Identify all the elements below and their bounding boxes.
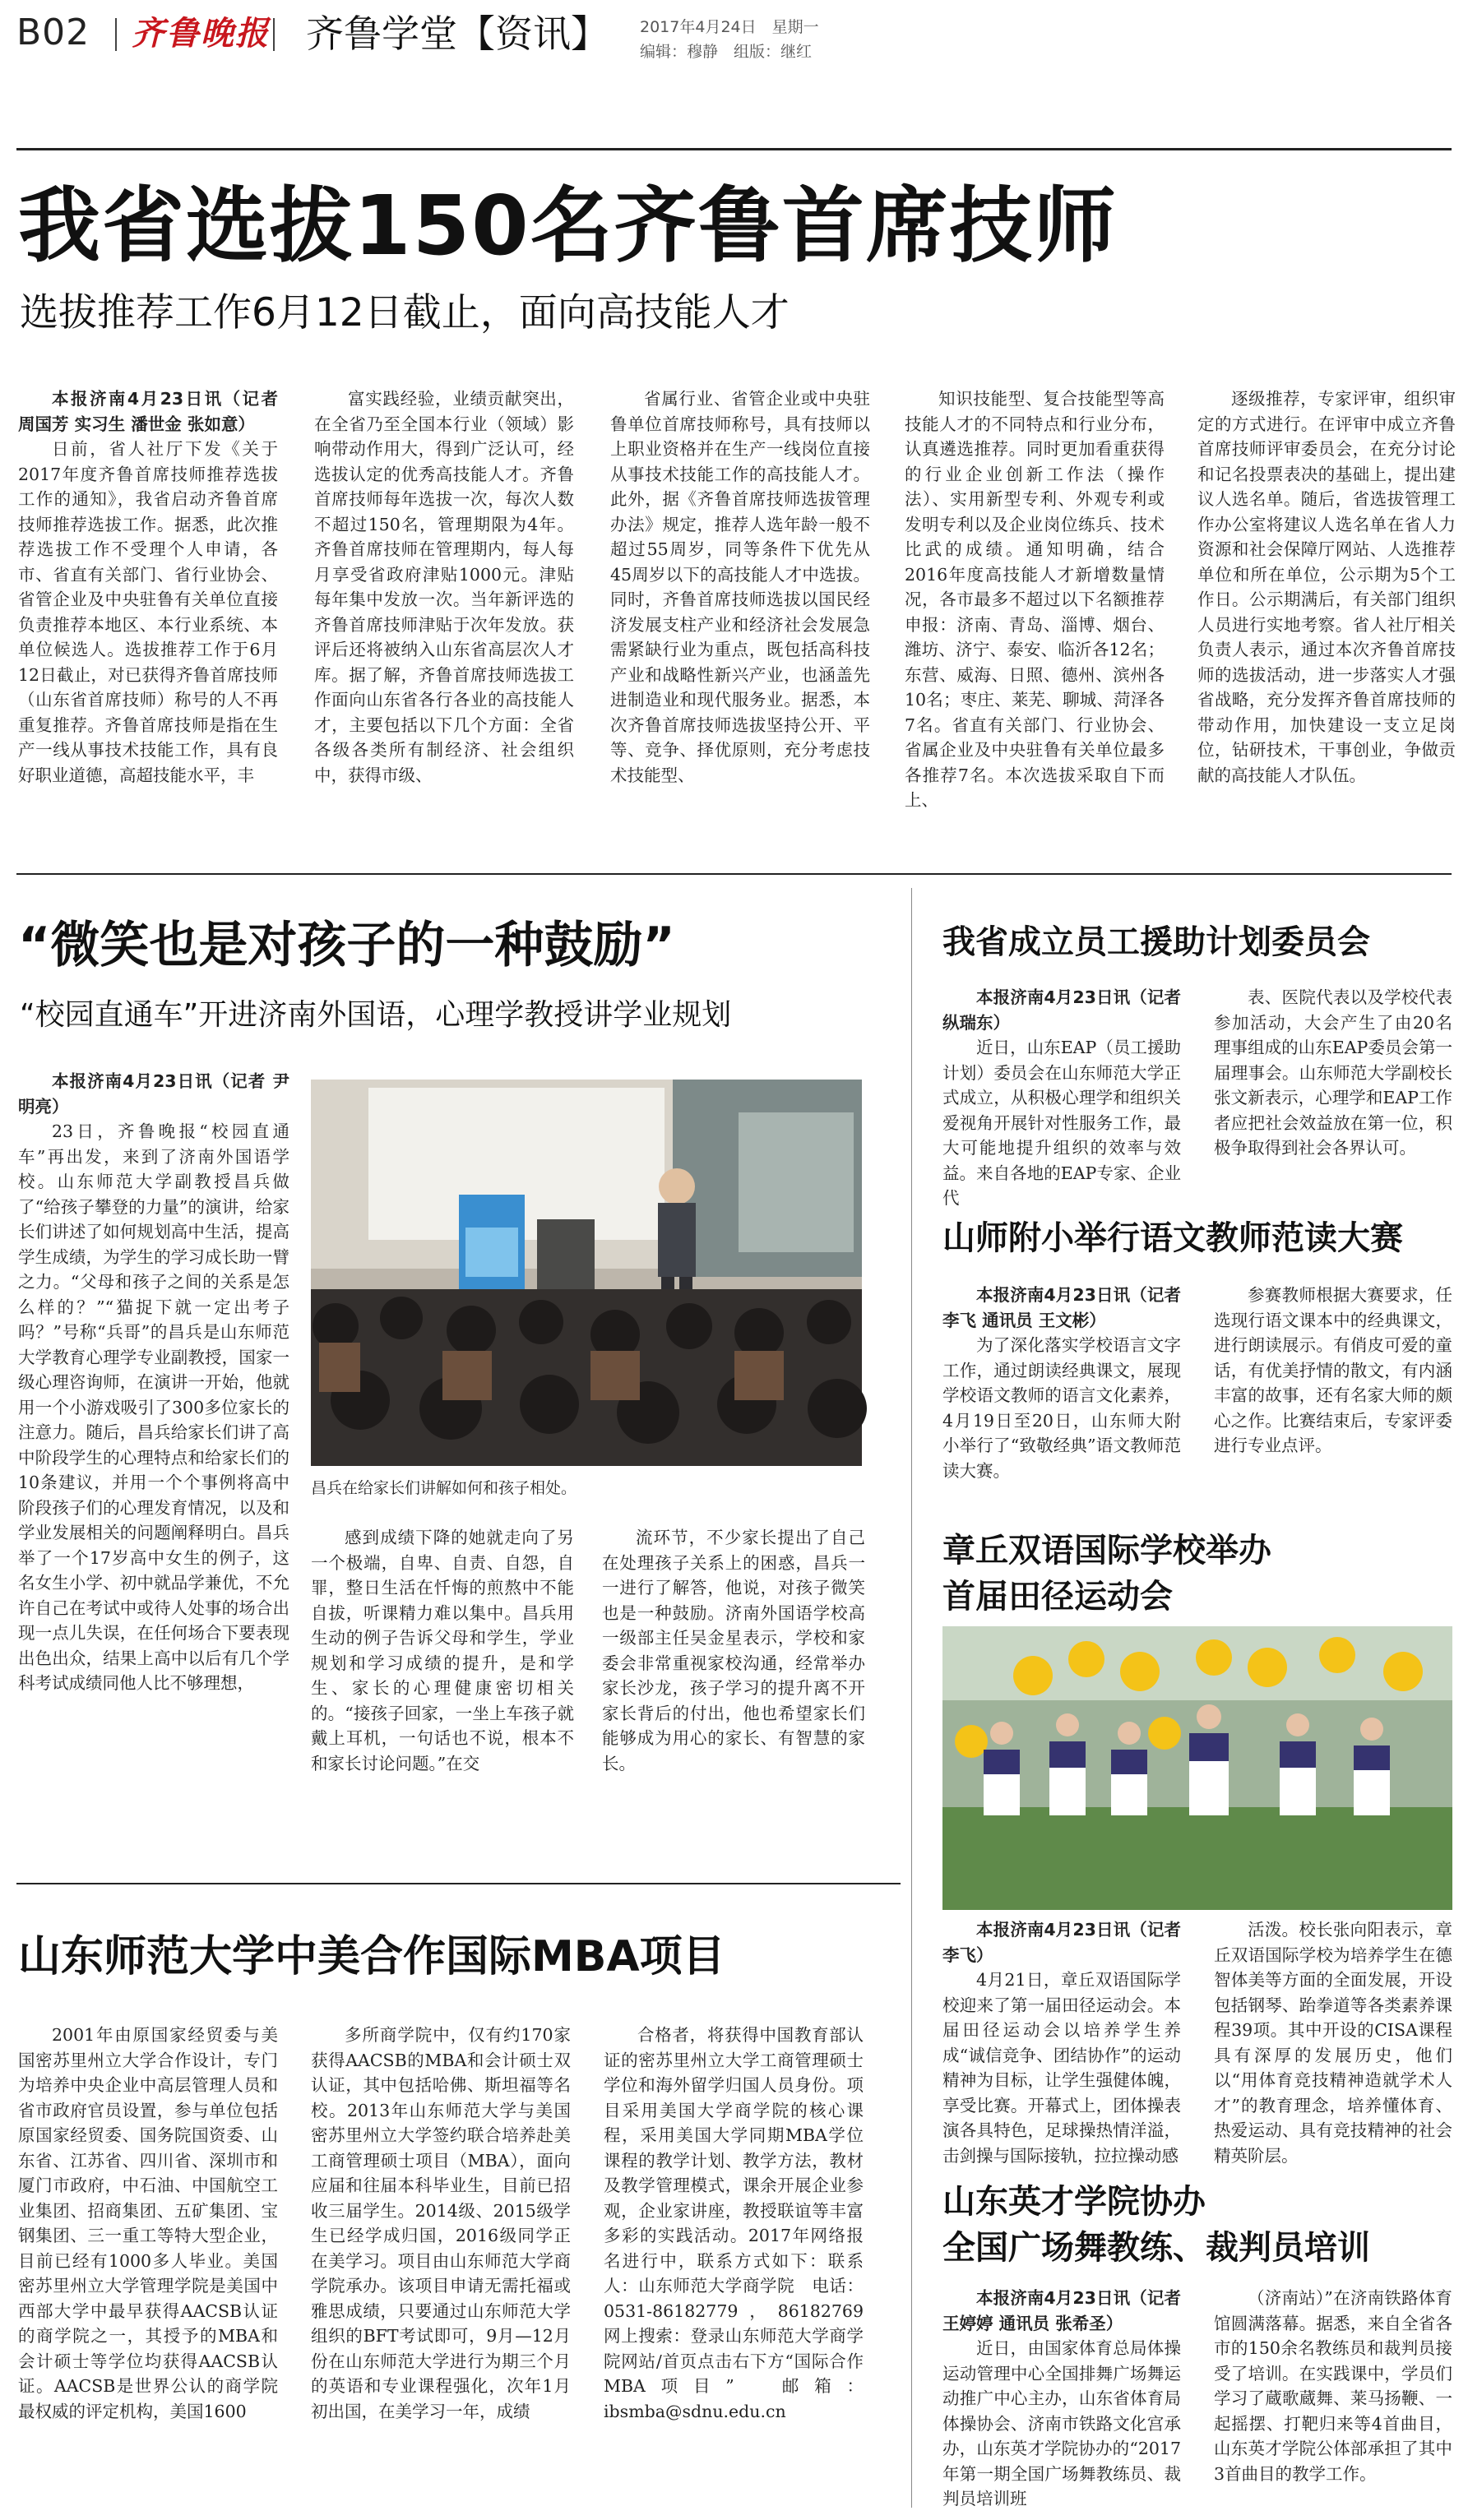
sports-headline-line1: 章丘双语国际学校举办 — [942, 1532, 1271, 1570]
lecture-photo — [311, 1080, 862, 1466]
lead-text: 富实践经验，业绩贡献突出，在全省乃至全国本行业（领域）影响带动作用大，得到广泛认可，经选拔认定的优秀高技能人才。齐鲁首席技师每年选拔一次，每次人数不超过150名，管理期限为4年。齐鲁首席技师在管理期内，每人每月享受省政府津贴1000元。津贴每年集中发放一次。当年新评选的齐鲁首席技师津贴于次年发放。获评后还将被纳入山东省高层次人才库。据了解，齐鲁首席技师选拔工作面向山东省各行各业的高技能人才，主要包括以下几个方面：全省各级各类所有制经济、社会组织中，获得市级、 — [314, 389, 574, 785]
page-number: B02 — [16, 12, 90, 53]
lead-column-5 — [1197, 386, 1456, 830]
section-rule — [16, 873, 1452, 875]
header-editors: 编辑：穆静 组版：继红 — [640, 43, 813, 61]
mba-headline: 山东师范大学中美合作国际MBA项目 — [18, 1932, 725, 1981]
section-rule — [16, 1883, 901, 1884]
mba-column-2 — [311, 2023, 571, 2508]
smile-column-1 — [18, 1069, 289, 1850]
cheerleader-photo-image — [942, 1626, 1452, 1910]
dance-text: （济南站）”在济南铁路体育馆圆满落幕。据悉，来自全省各市的150余名教练员和裁判员接受了培训。在实践课中，学员们学习了蔵歌蔵舞、莱马扬鞭、一起摇摆、打靶归来等4首曲目，山东英才学院公体部承担了其中3首曲目的教学工作。 — [1214, 2288, 1452, 2484]
smile-byline: 本报济南4月23日讯（记者 尹明亮） — [18, 1071, 289, 1117]
reading-headline: 山师附小举行语文教师范读大赛 — [942, 1219, 1403, 1257]
sports-text: 活泼。校长张向阳表示，章丘双语国际学校为培养学生在德智体美等方面的全面发展，开设包括钢琴、跆拳道等各类素养课程39项。其中开设的CISA课程具有深厚的发展历史，他们以“用体育竞技精神造就学术人才”的教育理念，培养懂体育、热爱运动、具有竞技精神的社会精英阶层。 — [1214, 1920, 1452, 2166]
lead-subheadline: 选拔推荐工作6月12日截止，面向高技能人才 — [20, 290, 790, 335]
mba-text: 多所商学院中，仅有约170家获得AACSB的MBA和会计硕士双认证，其中包括哈佛、斯坦福等名校。2013年山东师范大学与美国密苏里州立大学签约联合培养赴美工商管理硕士项目（MBA），面向应届和往届本科毕业生，目前已招收三届学生。2014级、2015级学生已经学成归国，2016级同学正在美学习。项目由山东师范大学商学院承办。该项目申请无需托福或雅思成绩，只要通过山东师范大学组织的BFT考试即可，9月—12月份在山东师范大学进行为期三个月的英语和专业课程强化，次年1月初出国，在美学习一年，成绩 — [311, 2025, 571, 2421]
smile-text: 感到成绩下降的她就走向了另一个极端，自卑、自责、自怨，自罪，整日生活在忏悔的煎熬中不能自拔，听课精力难以集中。昌兵用生动的例子告诉父母和学生，学业规划和学习成绩的提升，是和学生、家长的心理健康密切相关的。“接孩子回家，一坐上车孩子就戴上耳机，一句话也不说，根本不和家长讨论问题。”在交 — [311, 1528, 574, 1773]
dance-byline: 本报济南4月23日讯（记者 王婷婷 通讯员 张希圣） — [942, 2288, 1181, 2333]
cheerleader-photo — [942, 1626, 1452, 1910]
reading-column-2 — [1214, 1283, 1452, 1509]
reading-text: 为了深化落实学校语言文字工作，通过朗读经典课文，展现学校语文教师的语言文化素养，4月19日至20日，山东师大附小举行了“致敬经典”语文教师范读大赛。 — [942, 1335, 1181, 1481]
dance-text: 近日，由国家体育总局体操运动管理中心全国排舞广场舞运动推广中心主办，山东省体育局体操协会、济南市铁路文化宫承办，山东英才学院协办的“2017年第一期全国广场舞教练员、裁判员培训班 — [942, 2338, 1181, 2508]
smile-headline: “微笑也是对孩子的一种鼓励” — [18, 917, 675, 974]
dance-column-2 — [1214, 2286, 1452, 2508]
eap-byline: 本报济南4月23日讯（记者 纵瑞东） — [942, 987, 1181, 1033]
right-column-divider — [911, 888, 912, 2508]
lead-column-4 — [905, 386, 1165, 830]
newspaper-logo: 齐鲁晚报 — [132, 14, 270, 53]
reading-column-1 — [942, 1283, 1181, 1509]
sports-text: 4月21日，章丘双语国际学校迎来了第一届田径运动会。本届田径运动会以培养学生养成“诚信竞争、团结协作”的运动精神为目标，让学生强健体魄，享受比赛。开幕式上，团体操表演各具特色，足球操热情洋溢，击剑操与国际接轨，拉拉操动感 — [942, 1970, 1181, 2166]
header-rule — [16, 148, 1452, 150]
eap-column-1 — [942, 985, 1181, 1232]
mba-text: 2001年由原国家经贸委与美国密苏里州立大学合作设计，专门为培养中央企业中高层管理人员和省市政府官员设置，参与单位包括原国家经贸委、国务院国资委、山东省、江苏省、四川省、深圳市和厦门市政府，中石油、中国航空工业集团、招商集团、五矿集团、宝钢集团、三一重工等特大型企业，目前已经有1000多人毕业。美国密苏里州立大学管理学院是美国中西部大学中最早获得AACSB认证的商学院之一，其授予的MBA和会计硕士等学位均获得AACSB认证。AACSB是世界公认的商学院最权威的评定机构，美国1600 — [18, 2025, 278, 2421]
lead-text: 日前，省人社厅下发《关于2017年度齐鲁首席技师推荐选拔工作的通知》，我省启动齐鲁首席技师推荐选拔工作。据悉，此次推荐选拔工作不受理个人申请，各市、省直有关部门、省行业协会、省管企业及中央驻鲁有关单位直接负责推荐本地区、本行业系统、本单位候选人。选拔推荐工作于6月12日截止，对已获得齐鲁首席技师（山东省首席技师）称号的人不再重复推荐。齐鲁首席技师是指在生产一线从事技术技能工作，具有良好职业道德，高超技能水平，丰 — [18, 439, 278, 785]
sports-byline: 本报济南4月23日讯（记者 李飞） — [942, 1920, 1181, 1965]
lead-column-3 — [610, 386, 870, 830]
lead-text: 知识技能型、复合技能型等高技能人才的不同特点和行业分布，认真遴选推荐。同时更加看重获得的行业企业创新工作法（操作法）、实用新型专利、外观专利或发明专利以及企业岗位练兵、技术比武的成绩。通知明确，结合2016年度高技能人才新增数量情况，各市最多不超过以下名额推荐申报：济南、青岛、淄博、烟台、潍坊、济宁、泰安、临沂各12名；东营、威海、日照、德州、滨州各10名；枣庄、莱芜、聊城、菏泽各7名。省直有关部门、行业协会、省属企业及中央驻鲁有关单位最多各推荐7名。本次选拔采取自下而上、 — [905, 389, 1165, 810]
smile-column-3 — [602, 1525, 865, 1850]
dance-headline-line1: 山东英才学院协办 — [942, 2183, 1206, 2221]
lead-byline: 本报济南4月23日讯（记者 周国芳 实习生 潘世金 张如意） — [18, 389, 278, 434]
sports-column-1 — [942, 1917, 1181, 2180]
eap-text: 表、医院代表以及学校代表参加活动，大会产生了由20名理事组成的山东EAP委员会第一届理事会。山东师范大学副校长张文新表示，心理学和EAP工作者应把社会效益放在第一位，积极争取得到社会各界认可。 — [1214, 987, 1452, 1158]
lead-headline: 我省选拔150名齐鲁首席技师 — [18, 178, 1118, 274]
lead-text: 逐级推荐，专家评审，组织审定的方式进行。在评审中成立齐鲁首席技师评审委员会，在充分讨论和记名投票表决的基础上，提出建议人选名单。随后，省选拔管理工作办公室将建议人选名单在省人力资源和社会保障厅网站、人选推荐单位和所在单位，公示期为5个工作日。公示期满后，有关部门组织人员进行实地考察。省人社厅相关负责人表示，通过本次齐鲁首席技师的选拔活动，进一步落实人才强省战略，充分发挥齐鲁首席技师的带动作用，加快建设一支立足岗位，钻研技术，干事创业，争做贡献的高技能人才队伍。 — [1197, 389, 1456, 785]
header-divider — [273, 18, 275, 51]
lead-column-1 — [18, 386, 278, 830]
smile-column-2 — [311, 1525, 574, 1850]
dance-column-1 — [942, 2286, 1181, 2508]
lead-column-2 — [314, 386, 574, 830]
eap-column-2 — [1214, 985, 1452, 1232]
header-divider — [115, 18, 117, 51]
mba-column-1 — [18, 2023, 278, 2508]
eap-headline: 我省成立员工援助计划委员会 — [942, 923, 1370, 961]
reading-byline: 本报济南4月23日讯（记者 李飞 通讯员 王文彬） — [942, 1285, 1181, 1330]
mba-column-3 — [604, 2023, 881, 2508]
mba-text: 合格者，将获得中国教育部认证的密苏里州立大学工商管理硕士学位和海外留学归国人员身份。项目采用美国大学商学院的核心课程，采用美国大学同期MBA学位课程的教学计划、教学方法，教材及教学管理模式，课余开展企业参观，企业家讲座，教授联谊等丰富多彩的实践活动。2017年网络报名进行中，联系方式如下：联系人：山东师范大学商学院 电话：0531-86182779，86182769 网上搜索：登录山东师范大学商学院网站/首页点击右下方“国际合作MBA项目” 邮箱：ibsmba@sdnu.edu.cn — [604, 2025, 881, 2421]
sports-headline-line2: 首届田径运动会 — [942, 1578, 1173, 1616]
reading-text: 参赛教师根据大赛要求，任选现行语文课本中的经典课文，进行朗读展示。有俏皮可爱的童话，有优美抒情的散文，有内涵丰富的故事，还有名家大师的颇心之作。比赛结束后，专家评委进行专业点评。 — [1214, 1285, 1452, 1455]
lead-text: 省属行业、省管企业或中央驻鲁单位首席技师称号，具有技师以上职业资格并在生产一线岗位直接从事技术技能工作的高技能人才。此外，据《齐鲁首席技师选拔管理办法》规定，推荐人选年龄一般不超过55周岁，同等条件下优先从45周岁以下的高技能人才中选拔。同时，齐鲁首席技师选拔以国民经济发展支柱产业和经济社会发展急需紧缺行业为重点，既包括高科技产业和战略性新兴产业，也涵盖先进制造业和现代服务业。据悉，本次齐鲁首席技师选拔坚持公开、平等、竞争、择优原则，充分考虑技术技能型、 — [610, 389, 870, 785]
header-date: 2017年4月24日 星期一 — [640, 18, 819, 36]
smile-text: 23日，齐鲁晚报“校园直通车”再出发，来到了济南外国语学校。山东师范大学副教授昌兵做了“给孩子攀登的力量”的演讲，给家长们讲述了如何规划高中生活，提高学生成绩，为学生的学习成长助一臂之力。“父母和孩子之间的关系是怎么样的？”“猫捉下就一定出考子吗？”号称“兵哥”的昌兵是山东师范大学教育心理学专业副教授，国家一级心理咨询师，在演讲一开始，他就用一个小游戏吸引了300多位家长的注意力。随后，昌兵给家长们讲了高中阶段学生的心理特点和给家长们的10条建议，并用一个个事例将高中阶段孩子们的心理发育情况，以及和学业发展相关的问题阐释明白。昌兵举了一个17岁高中女生的例子，这名女生小学、初中就品学兼优，不允许自己在考试中或待人处事的场合出现一点儿失误，在任何场合下要表现出色出众，结果上高中以后有几个学科考试成绩同他人比不够理想， — [18, 1121, 289, 1693]
lecture-photo-image — [311, 1080, 862, 1466]
smile-subheadline: “校园直通车”开进济南外国语，心理学教授讲学业规划 — [20, 998, 732, 1032]
sports-column-2 — [1214, 1917, 1452, 2180]
section-title: 齐鲁学堂【资讯】 — [306, 12, 609, 56]
smile-text: 流环节，不少家长提出了自己在处理孩子关系上的困惑，昌兵一一进行了解答，他说，对孩子微笑也是一种鼓励。济南外国语学校高一级部主任吴金星表示，学校和家委会非常重视家校沟通，经常举办家长沙龙，孩子学习的提升离不开家长背后的付出，他也希望家长们能够成为用心的家长、有智慧的家长。 — [602, 1528, 865, 1773]
photo-caption: 昌兵在给家长们讲解如何和孩子相处。 — [311, 1479, 577, 1497]
eap-text: 近日，山东EAP（员工援助计划）委员会在山东师范大学正式成立，从积极心理学和组织关爱视角开展针对性服务工作，最大可能地提升组织的效率与效益。来自各地的EAP专家、企业代 — [942, 1038, 1181, 1208]
dance-headline-line2: 全国广场舞教练、裁判员培训 — [942, 2229, 1370, 2267]
